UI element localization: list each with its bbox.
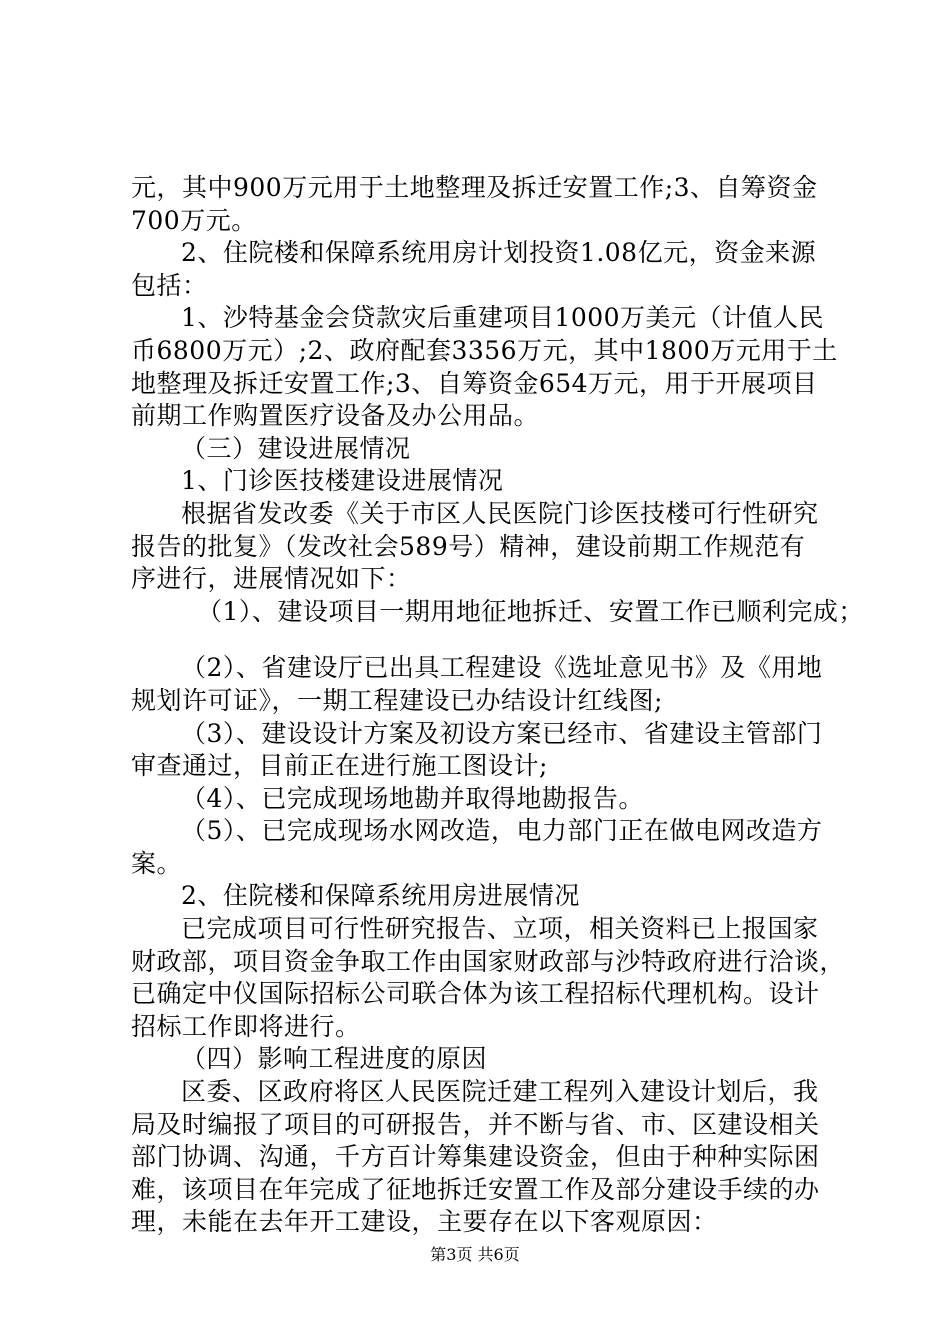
text-line: 根据省发改委《关于市区人民医院门诊医技楼可行性研究 [181, 498, 819, 528]
text-line: 区委、区政府将区人民医院迁建工程列入建设计划后，我 [181, 1077, 819, 1107]
text-line: 案。 [131, 848, 183, 878]
text-line: 招标工作即将进行。 [131, 1011, 361, 1041]
text-line: 部门协调、沟通，千方百计筹集建设资金，但由于种种实际困 [131, 1142, 820, 1172]
subsection-heading: 2、住院楼和保障系统用房进展情况 [181, 881, 580, 911]
text-line: 财政部，项目资金争取工作由国家财政部与沙特政府进行洽谈， [131, 946, 846, 976]
text-line: 已确定中仪国际招标公司联合体为该工程招标代理机构。设计 [131, 979, 820, 1009]
text-line: 元，其中900万元用于土地整理及拆迁安置工作;3、自筹资金 [131, 173, 818, 202]
text-line: 包括： [131, 270, 208, 300]
paragraph-gap [131, 628, 843, 652]
section-heading: （四）影响工程进度的原因 [181, 1044, 488, 1074]
list-item: （3）、建设设计方案及初设方案已经市、省建设主管部门 [181, 718, 823, 748]
list-item: （5）、已完成现场水网改造，电力部门正在做电网改造方 [181, 816, 823, 846]
list-item: （2）、省建设厅已出具工程建设《选址意见书》及《用地 [181, 653, 823, 683]
text-line: 报告的批复》（发改社会589号）精神，建设前期工作规范有 [131, 531, 806, 561]
section-heading: （三）建设进展情况 [181, 433, 411, 463]
text-line: 700万元。 [131, 205, 257, 235]
document-body [131, 172, 864, 1239]
text-line: 已完成项目可行性研究报告、立项，相关资料已上报国家 [181, 914, 819, 944]
text-line: 地整理及拆迁安置工作;3、自筹资金654万元，用于开展项目 [131, 368, 818, 398]
text-line: 1、沙特基金会贷款灾后重建项目1000万美元（计值人民 [181, 303, 825, 333]
page-number-footer: 第3页 共6页 [430, 1245, 520, 1264]
text-line: 理，未能在去年开工建设，主要存在以下客观原因： [131, 1207, 718, 1237]
text-line: 前期工作购置医疗设备及办公用品。 [131, 401, 540, 431]
text-line: 规划许可证》，一期工程建设已办结设计红线图; [131, 685, 663, 715]
text-line: 审查通过，目前正在进行施工图设计; [131, 751, 548, 781]
text-line: 币6800万元）;2、政府配套3356万元，其中1800万元用于土 [131, 335, 838, 365]
text-line: 序进行，进展情况如下： [131, 564, 412, 594]
text-line: 难，该项目在年完成了征地拆迁安置工作及部分建设手续的办 [131, 1174, 820, 1204]
subsection-heading: 1、门诊医技楼建设进展情况 [181, 466, 504, 496]
list-item: （1）、建设项目一期用地征地拆迁、安置工作已顺利完成； [197, 596, 864, 626]
list-item: （4）、已完成现场地勘并取得地勘报告。 [181, 783, 644, 813]
text-line: 局及时编报了项目的可研报告，并不断与省、市、区建设相关 [131, 1109, 820, 1139]
text-line: 2、住院楼和保障系统用房计划投资1.08亿元，资金来源 [181, 238, 817, 268]
